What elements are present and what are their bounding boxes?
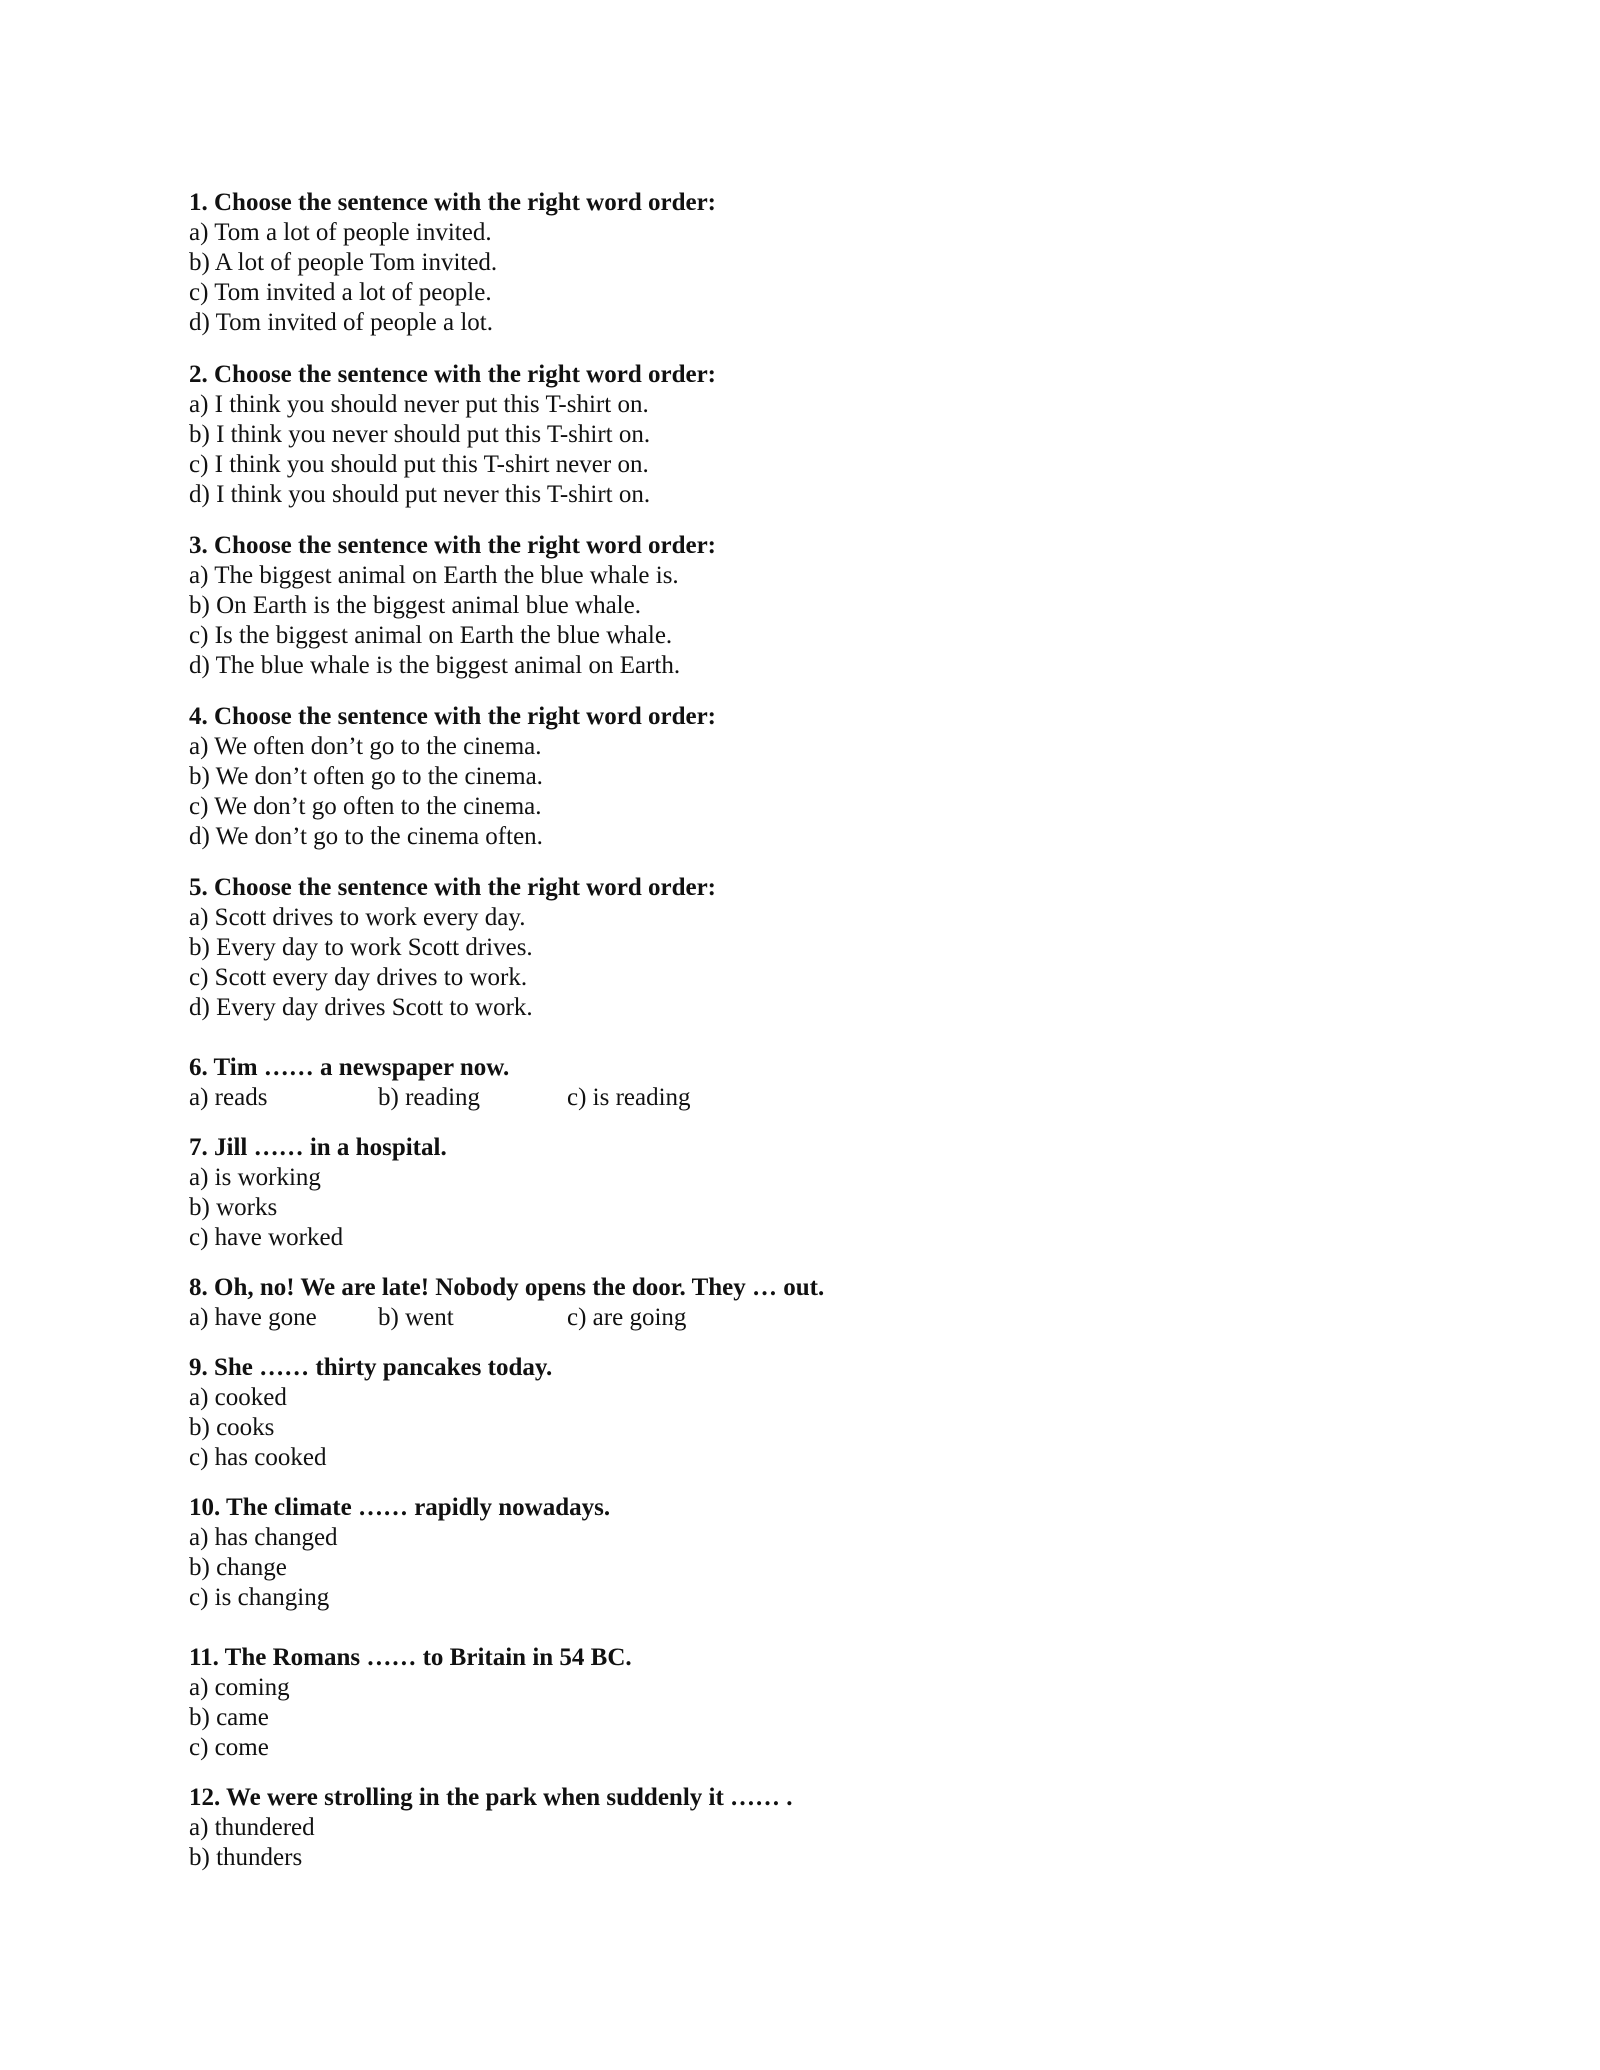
option-b: b) We don’t often go to the cinema. [189, 763, 543, 790]
option-a: a) Tom a lot of people invited. [189, 219, 492, 246]
question-8 [189, 1273, 1389, 1333]
options-row [189, 1303, 1389, 1333]
option-b: b) Every day to work Scott drives. [189, 934, 533, 961]
question-title: 5. Choose the sentence with the right word order: [189, 874, 717, 901]
option-a: a) I think you should never put this T-shirt on. [189, 391, 649, 418]
option-c: c) Tom invited a lot of people. [189, 279, 492, 306]
option-b: b) On Earth is the biggest animal blue whale. [189, 592, 641, 619]
option-a: a) has changed [189, 1524, 338, 1551]
question-10 [189, 1493, 1389, 1613]
question-title: 1. Choose the sentence with the right word order: [189, 189, 717, 216]
question-title: 4. Choose the sentence with the right word order: [189, 703, 717, 730]
option-c: c) come [189, 1734, 269, 1761]
option-a: a) cooked [189, 1384, 287, 1411]
question-title: 9. She …… thirty pancakes today. [189, 1354, 553, 1381]
option-b: b) change [189, 1554, 287, 1581]
question-title: 6. Tim …… a newspaper now. [189, 1054, 510, 1081]
option-b: b) thunders [189, 1844, 303, 1871]
option-d: d) We don’t go to the cinema often. [189, 823, 543, 850]
question-title: 8. Oh, no! We are late! Nobody opens the door. They … out. [189, 1274, 825, 1301]
option-b: b) A lot of people Tom invited. [189, 249, 498, 276]
option-a: a) is working [189, 1164, 321, 1191]
option-c: c) is changing [189, 1584, 330, 1611]
option-c: c) Scott every day drives to work. [189, 964, 528, 991]
question-5 [189, 873, 1389, 1023]
option-d: d) I think you should put never this T-shirt on. [189, 481, 651, 508]
question-7 [189, 1133, 1389, 1253]
question-11 [189, 1643, 1389, 1763]
question-1 [189, 188, 1389, 338]
option-d: d) Tom invited of people a lot. [189, 309, 493, 336]
question-2 [189, 360, 1389, 510]
option-a: a) We often don’t go to the cinema. [189, 733, 542, 760]
option-b: b) I think you never should put this T-shirt on. [189, 421, 651, 448]
option-a: a) coming [189, 1674, 290, 1701]
option-b: b) works [189, 1194, 278, 1221]
question-title: 10. The climate …… rapidly nowadays. [189, 1494, 611, 1521]
option-a: a) thundered [189, 1814, 315, 1841]
option-c: c) We don’t go often to the cinema. [189, 793, 542, 820]
question-title: 7. Jill …… in a hospital. [189, 1134, 447, 1161]
option-c: c) has cooked [189, 1444, 327, 1471]
question-title: 12. We were strolling in the park when suddenly it …… . [189, 1784, 793, 1811]
option-a: a) The biggest animal on Earth the blue whale is. [189, 562, 679, 589]
option-a: a) have gone [189, 1304, 317, 1331]
question-3 [189, 531, 1389, 681]
option-a: a) Scott drives to work every day. [189, 904, 526, 931]
option-b: b) came [189, 1704, 269, 1731]
option-b: b) cooks [189, 1414, 275, 1441]
option-c: c) Is the biggest animal on Earth the blue whale. [189, 622, 673, 649]
option-d: d) Every day drives Scott to work. [189, 994, 533, 1021]
option-b: b) went [378, 1304, 454, 1331]
question-title: 11. The Romans …… to Britain in 54 BC. [189, 1644, 632, 1671]
question-title: 3. Choose the sentence with the right word order: [189, 532, 717, 559]
options-row [189, 1083, 1389, 1113]
option-d: d) The blue whale is the biggest animal on Earth. [189, 652, 681, 679]
worksheet [189, 188, 1389, 1873]
option-b: b) reading [378, 1084, 481, 1111]
question-12 [189, 1783, 1389, 1873]
option-c: c) have worked [189, 1224, 344, 1251]
option-c: c) I think you should put this T-shirt never on. [189, 451, 649, 478]
question-9 [189, 1353, 1389, 1473]
option-c: c) is reading [567, 1084, 691, 1111]
question-title: 2. Choose the sentence with the right word order: [189, 361, 717, 388]
option-c: c) are going [567, 1304, 687, 1331]
question-6 [189, 1053, 1389, 1113]
question-4 [189, 702, 1389, 852]
option-a: a) reads [189, 1084, 268, 1111]
